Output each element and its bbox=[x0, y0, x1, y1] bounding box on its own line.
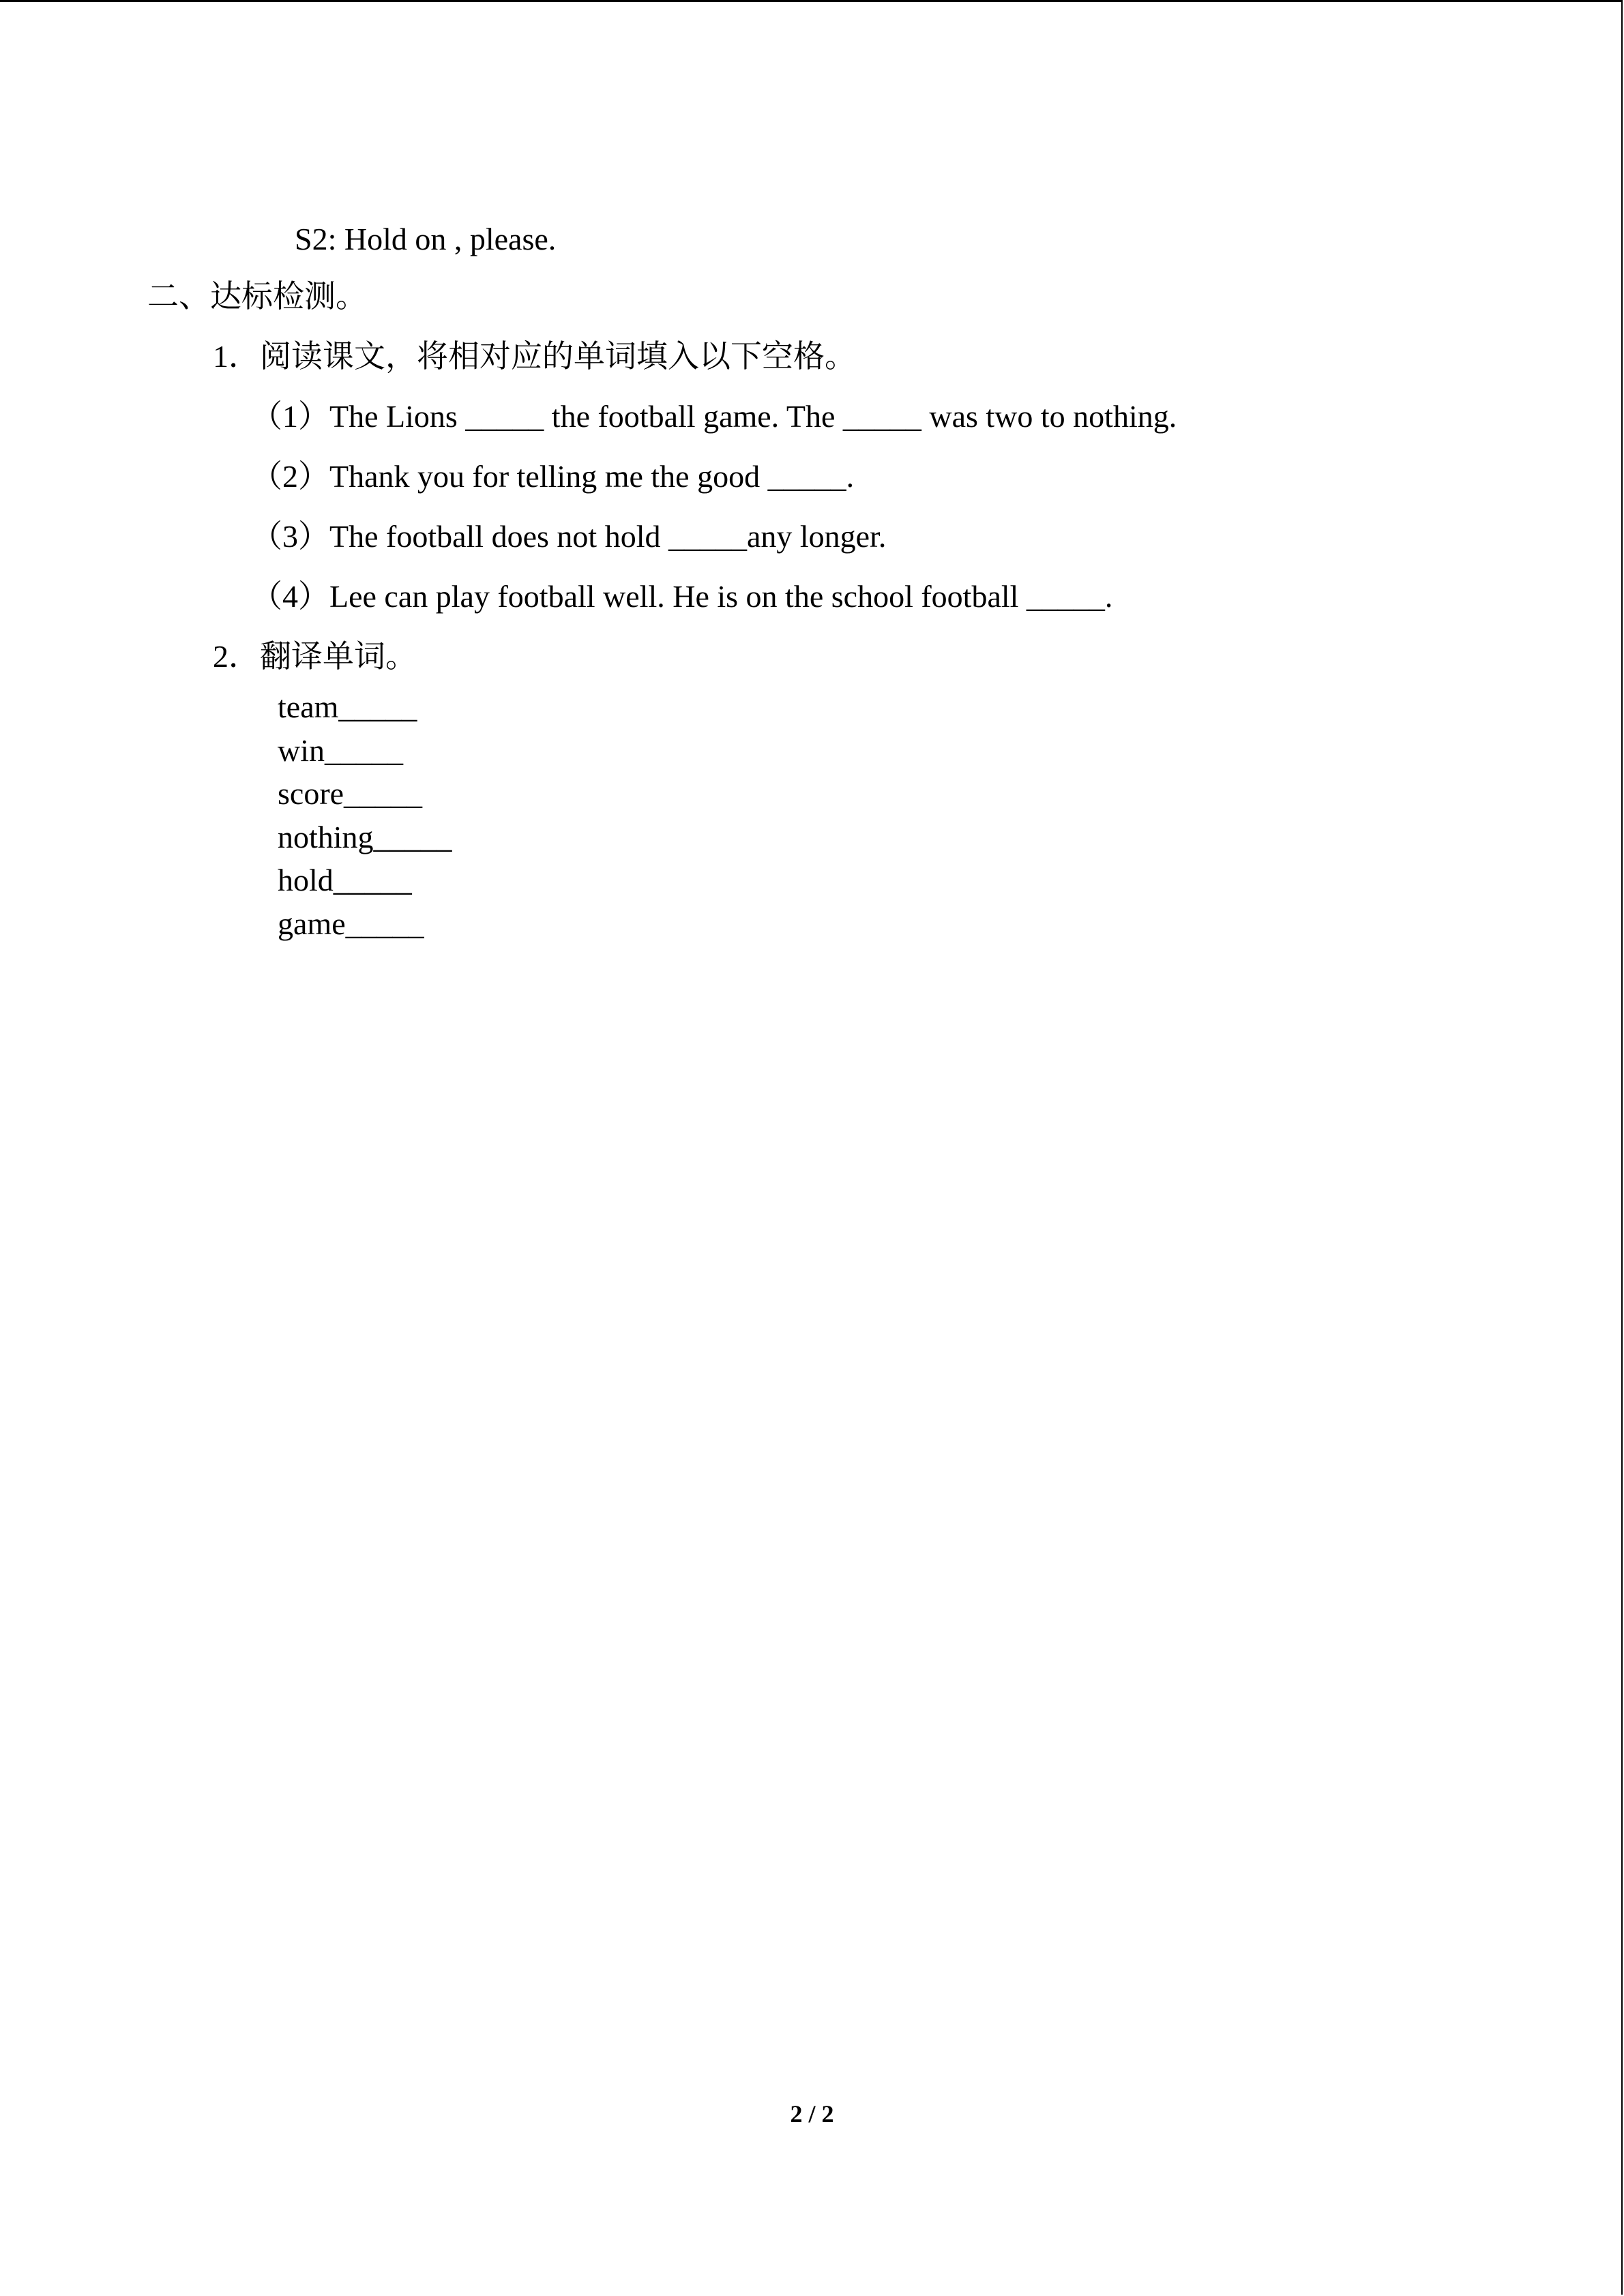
page-number: 2 / 2 bbox=[790, 2100, 834, 2128]
section-title: 二、达标检测。 bbox=[147, 279, 367, 314]
exercise-1-sentence: （4）Lee can play football well. He is on the school football _____. bbox=[251, 579, 1113, 614]
word-list bbox=[278, 685, 452, 946]
word-item: nothing_____ bbox=[278, 819, 452, 854]
dialogue-line: S2: Hold on , please. bbox=[295, 222, 557, 256]
word-item: win_____ bbox=[278, 732, 403, 768]
word-item: game_____ bbox=[278, 906, 424, 941]
word-item: hold_____ bbox=[278, 863, 412, 898]
exercise-2-instruction: 2．翻译单词。 bbox=[213, 639, 417, 674]
exercise-1-sentence: （1）The Lions _____ the football game. The _____ was two to nothing. bbox=[251, 399, 1177, 434]
word-item: team_____ bbox=[278, 689, 417, 724]
word-item: score_____ bbox=[278, 776, 423, 811]
exercise-1-sentence: （2）Thank you for telling me the good _____. bbox=[251, 459, 855, 494]
exercise-1-instruction: 1．阅读课文，将相对应的单词填入以下空格。 bbox=[213, 339, 856, 374]
exercise-1-sentence: （3）The football does not hold _____any longer. bbox=[251, 519, 887, 554]
